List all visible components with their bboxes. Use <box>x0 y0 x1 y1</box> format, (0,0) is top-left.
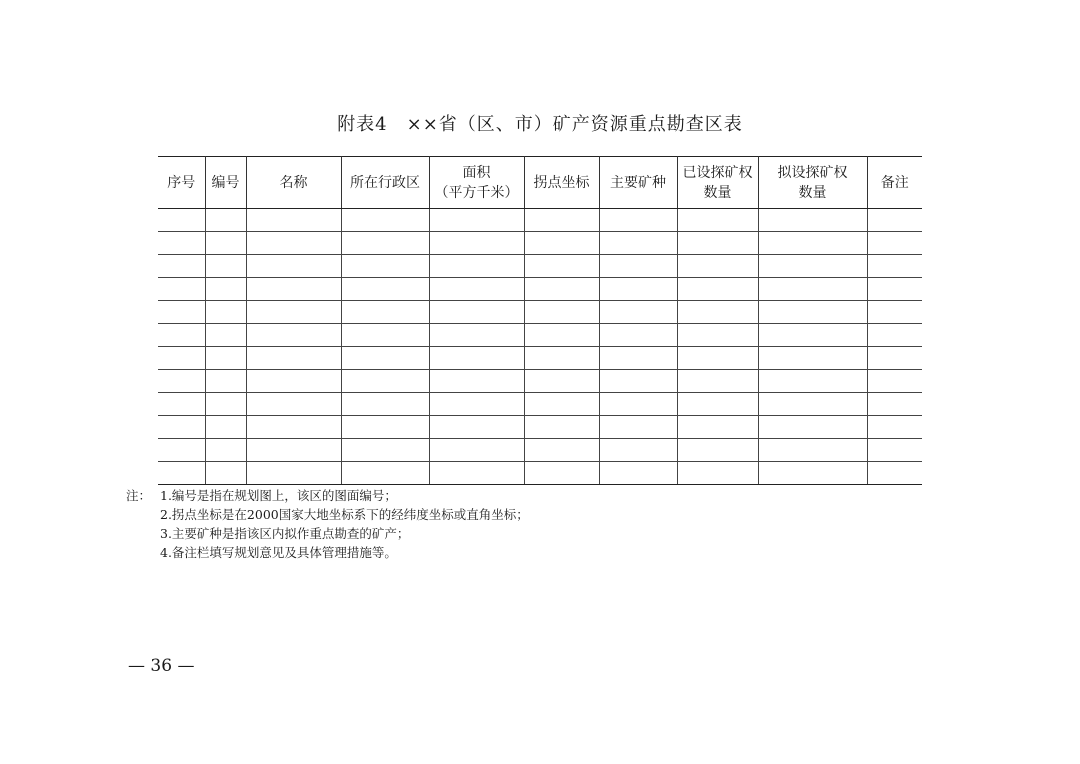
column-header-line: 所在行政区 <box>350 174 420 191</box>
table-row <box>158 462 922 485</box>
table-cell <box>677 393 758 416</box>
table-cell <box>341 439 429 462</box>
table-cell <box>758 278 867 301</box>
notes-block <box>126 486 529 562</box>
table-cell <box>524 370 599 393</box>
table-cell <box>599 232 677 255</box>
column-header <box>205 157 246 209</box>
table-cell <box>867 347 922 370</box>
table-cell <box>158 393 205 416</box>
note-item-3: 3.主要矿种是指该区内拟作重点勘查的矿产； <box>160 526 410 541</box>
column-header <box>758 157 867 209</box>
table-cell <box>677 439 758 462</box>
table-cell <box>205 416 246 439</box>
table-cell <box>205 232 246 255</box>
table-cell <box>341 255 429 278</box>
table-row <box>158 278 922 301</box>
table-cell <box>429 232 524 255</box>
column-header <box>429 157 524 209</box>
table-cell <box>205 278 246 301</box>
table-cell <box>599 324 677 347</box>
column-header-line: 拟设探矿权 <box>777 164 848 181</box>
table-cell <box>158 324 205 347</box>
table-cell <box>429 301 524 324</box>
table-cell <box>246 232 341 255</box>
table-cell <box>524 324 599 347</box>
table-cell <box>205 393 246 416</box>
column-header-line: 主要矿种 <box>610 174 666 191</box>
table-cell <box>524 439 599 462</box>
table-cell <box>677 278 758 301</box>
table-cell <box>599 416 677 439</box>
column-header <box>246 157 341 209</box>
table-cell <box>205 347 246 370</box>
table-cell <box>677 370 758 393</box>
table-cell <box>341 462 429 485</box>
column-header-line: 面积 <box>462 164 491 181</box>
note-line <box>126 543 529 562</box>
table-cell <box>599 462 677 485</box>
table-cell <box>429 278 524 301</box>
table-cell <box>867 462 922 485</box>
column-header <box>524 157 599 209</box>
table-row <box>158 393 922 416</box>
key-exploration-area-table <box>158 156 922 485</box>
column-header <box>867 157 922 209</box>
table-cell <box>429 439 524 462</box>
table-row <box>158 255 922 278</box>
table-cell <box>341 232 429 255</box>
table-cell <box>429 209 524 232</box>
table-row <box>158 324 922 347</box>
column-header-line: （平方千米） <box>434 184 519 201</box>
notes-prefix: 注： <box>126 488 152 503</box>
table-cell <box>341 278 429 301</box>
table-cell <box>205 370 246 393</box>
table-cell <box>524 416 599 439</box>
column-header-line: 数量 <box>703 184 732 201</box>
table-cell <box>246 370 341 393</box>
table-cell <box>867 439 922 462</box>
table-cell <box>758 347 867 370</box>
table-cell <box>158 370 205 393</box>
table-row <box>158 370 922 393</box>
column-header <box>158 157 205 209</box>
table-cell <box>158 232 205 255</box>
table-cell <box>599 370 677 393</box>
column-header-line: 名称 <box>279 174 308 191</box>
table-cell <box>205 462 246 485</box>
table-cell <box>158 278 205 301</box>
table-cell <box>429 393 524 416</box>
table-cell <box>677 416 758 439</box>
table-cell <box>205 255 246 278</box>
table-cell <box>758 462 867 485</box>
table-cell <box>246 209 341 232</box>
table-cell <box>429 370 524 393</box>
column-header-line: 数量 <box>798 184 827 201</box>
table-cell <box>246 347 341 370</box>
table-cell <box>758 370 867 393</box>
table-cell <box>524 301 599 324</box>
table-cell <box>246 462 341 485</box>
table-title: 附表4 ××省（区、市）矿产资源重点勘查区表 <box>337 114 743 135</box>
table-cell <box>677 232 758 255</box>
table-cell <box>524 209 599 232</box>
table-cell <box>205 324 246 347</box>
table-row <box>158 301 922 324</box>
table-cell <box>246 393 341 416</box>
table-cell <box>599 347 677 370</box>
table-cell <box>524 255 599 278</box>
table-cell <box>524 232 599 255</box>
table-cell <box>341 209 429 232</box>
table-cell <box>677 347 758 370</box>
table-cell <box>246 324 341 347</box>
column-header-line: 备注 <box>880 174 909 191</box>
table-cell <box>429 347 524 370</box>
note-item-1: 1.编号是指在规划图上，该区的图面编号； <box>160 488 397 503</box>
table-cell <box>246 416 341 439</box>
table-cell <box>205 439 246 462</box>
note-line <box>126 486 529 505</box>
column-header <box>677 157 758 209</box>
table-cell <box>758 232 867 255</box>
table-cell <box>867 416 922 439</box>
table-cell <box>677 301 758 324</box>
table-cell <box>429 462 524 485</box>
table-cell <box>758 255 867 278</box>
table-cell <box>341 393 429 416</box>
table-cell <box>158 416 205 439</box>
table-cell <box>867 255 922 278</box>
table-cell <box>524 278 599 301</box>
table-cell <box>429 255 524 278</box>
table-cell <box>205 209 246 232</box>
table-cell <box>158 255 205 278</box>
table-cell <box>867 393 922 416</box>
column-header <box>341 157 429 209</box>
table-cell <box>867 370 922 393</box>
table-cell <box>246 301 341 324</box>
column-header <box>599 157 677 209</box>
table-cell <box>158 439 205 462</box>
column-header-line: 编号 <box>211 174 240 191</box>
table-cell <box>341 324 429 347</box>
table-cell <box>429 324 524 347</box>
column-header-line: 序号 <box>167 174 196 191</box>
table-cell <box>758 301 867 324</box>
table-cell <box>867 278 922 301</box>
table-cell <box>758 416 867 439</box>
table-cell <box>867 209 922 232</box>
table-cell <box>867 301 922 324</box>
page-number: — 36 — <box>128 656 195 676</box>
table-cell <box>341 347 429 370</box>
table-cell <box>867 232 922 255</box>
table-cell <box>341 301 429 324</box>
table-cell <box>677 255 758 278</box>
table-cell <box>677 209 758 232</box>
table-cell <box>758 393 867 416</box>
table-cell <box>158 209 205 232</box>
table-cell <box>677 462 758 485</box>
table-row <box>158 416 922 439</box>
table-cell <box>158 301 205 324</box>
table-cell <box>429 416 524 439</box>
table-cell <box>205 301 246 324</box>
table-cell <box>758 324 867 347</box>
note-item-4: 4.备注栏填写规划意见及具体管理措施等。 <box>160 545 397 560</box>
column-header-line: 拐点坐标 <box>533 174 590 191</box>
table-cell <box>867 324 922 347</box>
table-cell <box>758 209 867 232</box>
table-cell <box>599 439 677 462</box>
table-cell <box>524 462 599 485</box>
table-cell <box>246 255 341 278</box>
table-cell <box>524 347 599 370</box>
note-line <box>126 505 529 524</box>
table-row <box>158 209 922 232</box>
table-cell <box>599 278 677 301</box>
table-cell <box>246 439 341 462</box>
table-row <box>158 347 922 370</box>
table-cell <box>758 439 867 462</box>
column-header-line: 已设探矿权 <box>682 164 753 181</box>
table-cell <box>524 393 599 416</box>
table-cell <box>246 278 341 301</box>
table-cell <box>341 370 429 393</box>
table-cell <box>599 301 677 324</box>
table-row <box>158 232 922 255</box>
table-cell <box>599 393 677 416</box>
table-header-row <box>158 157 922 209</box>
table-cell <box>677 324 758 347</box>
table-cell <box>599 209 677 232</box>
note-item-2: 2.拐点坐标是在2000国家大地坐标系下的经纬度坐标或直角坐标； <box>160 507 529 522</box>
table-cell <box>158 462 205 485</box>
table-cell <box>158 347 205 370</box>
table-cell <box>599 255 677 278</box>
table-cell <box>341 416 429 439</box>
note-line <box>126 524 529 543</box>
table-row <box>158 439 922 462</box>
